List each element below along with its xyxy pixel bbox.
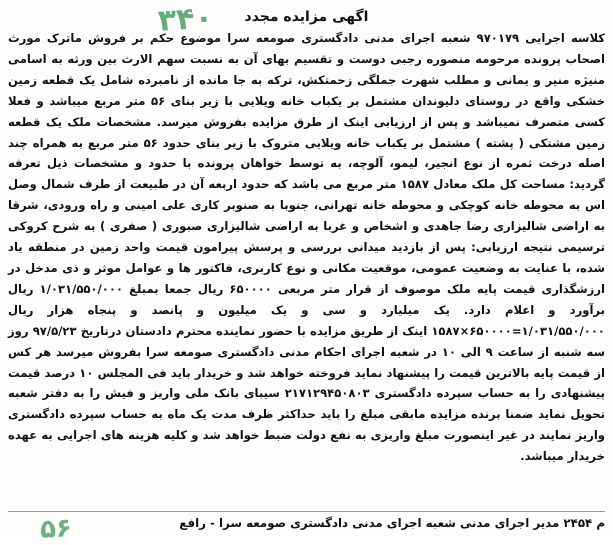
notice-body-text: کلاسه اجرایی ۹۷۰۱۷۹ شعبه اجرای مدنی دادگستری صومعه سرا موضوع حکم بر فروش ماترک مورث اصحاب پرونده مرحومه منصوره رجبی دوست و تقسیم بهای آن به نسبت سهم الارث بین ورثه به اسامی منیژه منیر و یمانی و مطلب شهرت جملگی زحمتکش، ترکه به جا مانده از نامبرده شامل یک قطعه زمین خشکی واقع در روستای دلیوندان مشتمل بر یکباب خانه ویلایی با زیر بنای ۵۶ متر مربع میباشد و فعلا کسی متصرف نمیباشد و پس از ارزیابی اینک از طرق مزایده بفروش میرسد. مشخصات ملک یک قطعه زمین مشتکی ( پشته ) مشتمل بر یکباب خانه ویلایی متروک با زیر بنای حدود ۵۶ متر مربع به همراه چند اصله درخت ثمره از نوع انجیر، لیمو، آلوچه، به توسط خواهان پرونده با حدود و مشخصات ذیل تعرفه گردید: مساحت کل ملک معادل ۱۵۸۷ متر مربع می باشد که حدود اربعه آن در طبیعت از طرف شمال وصل اس به محوطه خانه کوچکی و محوطه خانه تهرانی، جنوبا به صنوبر کاری علی امینی و راه ورودی، شرقا به اراضی شالیزاری رضا جاهدی و اشخاص و غربا به اراضی شالیزاری صبوری ( صفری ) به شرح کروکی ترسیمی نتیجه ارزیابی: پس از بازدید میدانی بررسی و پرسش پیرامون قیمت واحد زمین در منطقه یاد شده، با عنایت به وضعیت عمومی، موقعیت مکانی و نوع کاربری، فاکتور ها و عوامل موثر و ذی مدخل در ارزشگذاری قیمت پایه ملک موصوف از قرار متر مربعی ۶۵۰۰۰۰ ریال جمعا بمبلغ ۱/۰۳۱/۵۵۰/۰۰۰ ریال برآورد و اعلام دارد. یک میلیارد و سی و یک میلیون و پانصد و پنجاه هزار ریال ۱/۰۳۱/۵۵۰/۰۰۰=۶۵۰۰۰۰×۱۵۸۷ اینک از طریق مزایده با حضور نماینده محترم دادستان درتاریخ ۹۷/۵/۲۳ روز سه شنبه از ساعت ۹ الی ۱۰ در شعبه اجرای احکام مدنی دادگستری صومعه سرا بفروش میرسد هر کس از قیمت پایه بالاترین قیمت را پیشنهاد نماید فروخته خواهد شد و خریدار باید فی المجلس ۱۰ درصد قیمت پیشنهادی را به حساب سپرده دادگستری ۲۱۷۱۲۹۴۵۰۸۰۳ سیبای بانک ملی واریز و فیش را به دفتر شعبه تحویل نماید ضمنا برنده مزایده مابقی مبلغ را باید حداکثر ظرف مدت یک ماه به حساب سپرده دادگستری واریز نمایند در غیر اینصورت مبلغ واریزی به نفع دولت ضبط خواهد شد و کلیه هزینه های اجرایی به عهده خریدار میباشد.	[8, 31, 606, 464]
notice-header	[8, 0, 605, 39]
notice-footer: م ۲۴۵۴ مدیر اجرای مدنی شعبه اجرای مدنی دادگستری صومعه سرا - رافع	[8, 511, 605, 534]
handwritten-number-bottom: ۵۶	[39, 513, 73, 545]
handwritten-number-top: ۳۴۰	[156, 0, 215, 39]
notice-body	[8, 28, 605, 467]
notice-title: اگهی مزایده مجدد	[244, 9, 369, 25]
